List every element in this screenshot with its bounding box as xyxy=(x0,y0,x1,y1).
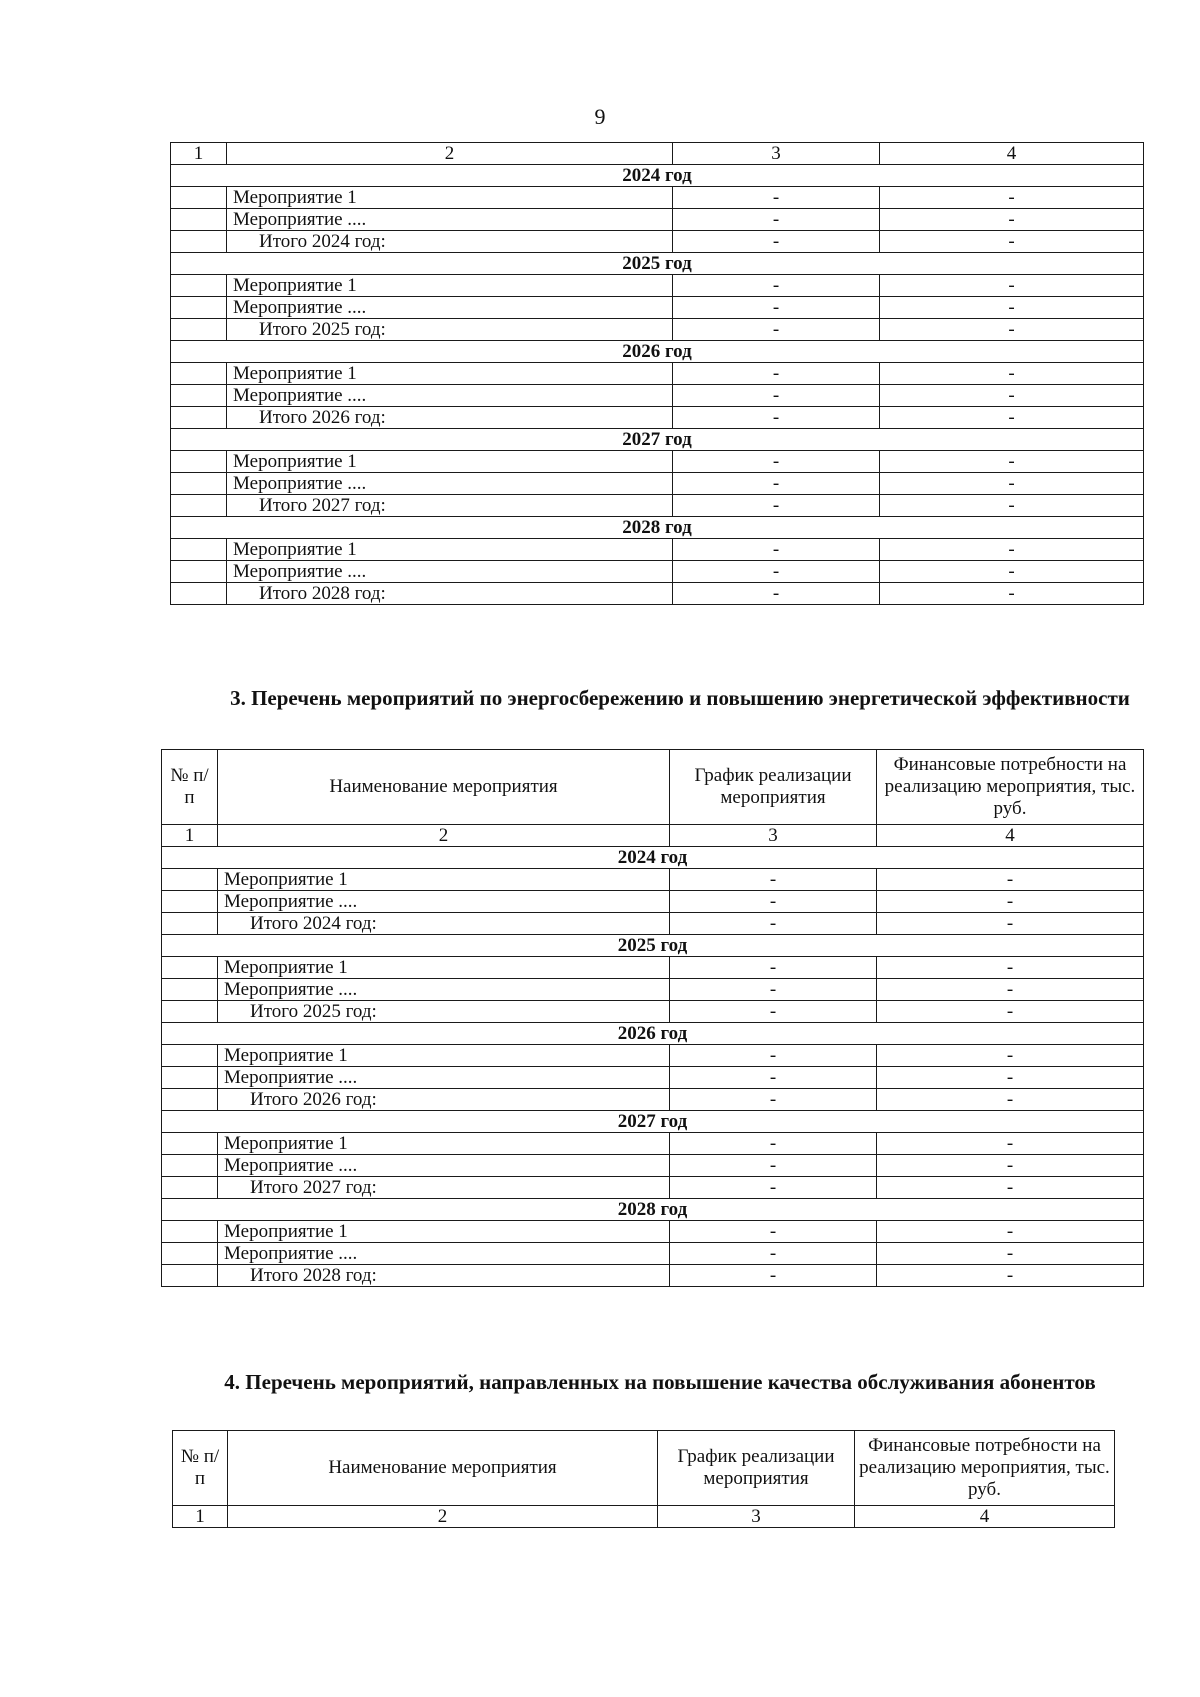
col-number-4: 4 xyxy=(880,143,1144,165)
row-number xyxy=(171,231,227,253)
measure-schedule: - xyxy=(670,1067,877,1089)
measure-schedule: - xyxy=(670,1133,877,1155)
measure-name: Мероприятие .... xyxy=(218,1155,670,1177)
col-number-2: 2 xyxy=(227,143,673,165)
total-label: Итого 2027 год: xyxy=(218,1177,670,1199)
section-3-title: 3. Перечень мероприятий по энергосбережению и повышению энергетической эффективности xyxy=(230,686,1130,710)
table-row xyxy=(171,539,1144,561)
measure-schedule: - xyxy=(673,363,880,385)
table-row xyxy=(171,561,1144,583)
total-row xyxy=(171,583,1144,605)
measure-finance: - xyxy=(877,957,1144,979)
section-3-table xyxy=(161,749,1144,1287)
measure-finance: - xyxy=(877,869,1144,891)
total-row xyxy=(162,1089,1144,1111)
row-number xyxy=(171,297,227,319)
section-4-table xyxy=(172,1430,1115,1528)
total-label: Итого 2027 год: xyxy=(227,495,673,517)
header-num: № п/п xyxy=(162,750,218,825)
total-row xyxy=(171,407,1144,429)
measure-finance: - xyxy=(880,275,1144,297)
table-row xyxy=(162,979,1144,1001)
row-number xyxy=(171,473,227,495)
row-number xyxy=(171,495,227,517)
table-row xyxy=(162,1133,1144,1155)
col-number-3: 3 xyxy=(673,143,880,165)
measure-name: Мероприятие 1 xyxy=(218,869,670,891)
measure-schedule: - xyxy=(673,275,880,297)
year-heading: 2024 год xyxy=(171,165,1144,187)
total-row xyxy=(162,1265,1144,1287)
total-finance: - xyxy=(877,1001,1144,1023)
total-label: Итого 2028 год: xyxy=(218,1265,670,1287)
column-number-row xyxy=(162,825,1144,847)
row-number xyxy=(171,539,227,561)
total-schedule: - xyxy=(670,1177,877,1199)
total-label: Итого 2028 год: xyxy=(227,583,673,605)
measure-name: Мероприятие .... xyxy=(227,561,673,583)
column-number-row xyxy=(173,1506,1115,1528)
table-row xyxy=(171,297,1144,319)
year-heading: 2028 год xyxy=(171,517,1144,539)
measure-name: Мероприятие 1 xyxy=(218,1133,670,1155)
total-row xyxy=(162,1177,1144,1199)
measure-schedule: - xyxy=(670,979,877,1001)
row-number xyxy=(162,1155,218,1177)
total-schedule: - xyxy=(673,583,880,605)
total-schedule: - xyxy=(670,1265,877,1287)
row-number xyxy=(171,209,227,231)
table-row xyxy=(162,1067,1144,1089)
measure-finance: - xyxy=(877,1045,1144,1067)
row-number xyxy=(162,1265,218,1287)
row-number xyxy=(171,319,227,341)
row-number xyxy=(162,869,218,891)
header-finance: Финансовые потребности на реализацию мероприятия, тыс. руб. xyxy=(877,750,1144,825)
total-label: Итого 2025 год: xyxy=(227,319,673,341)
total-finance: - xyxy=(877,1265,1144,1287)
year-heading: 2025 год xyxy=(171,253,1144,275)
measure-name: Мероприятие 1 xyxy=(227,363,673,385)
row-number xyxy=(171,583,227,605)
year-heading: 2027 год xyxy=(162,1111,1144,1133)
measure-finance: - xyxy=(877,1243,1144,1265)
table-row xyxy=(162,1221,1144,1243)
total-schedule: - xyxy=(673,231,880,253)
measure-finance: - xyxy=(877,979,1144,1001)
measure-finance: - xyxy=(880,187,1144,209)
measure-name: Мероприятие 1 xyxy=(227,451,673,473)
total-finance: - xyxy=(880,407,1144,429)
total-schedule: - xyxy=(673,319,880,341)
continued-table-body xyxy=(171,143,1144,605)
page-number: 9 xyxy=(594,104,606,129)
total-label: Итого 2025 год: xyxy=(218,1001,670,1023)
table-row xyxy=(171,363,1144,385)
total-schedule: - xyxy=(673,495,880,517)
row-number xyxy=(162,979,218,1001)
measure-name: Мероприятие .... xyxy=(227,385,673,407)
row-number xyxy=(162,891,218,913)
measure-finance: - xyxy=(880,561,1144,583)
table-row xyxy=(171,385,1144,407)
total-schedule: - xyxy=(670,1001,877,1023)
total-finance: - xyxy=(880,495,1144,517)
total-row xyxy=(162,913,1144,935)
total-finance: - xyxy=(877,1177,1144,1199)
measure-schedule: - xyxy=(673,385,880,407)
total-finance: - xyxy=(880,583,1144,605)
row-number xyxy=(171,363,227,385)
measure-schedule: - xyxy=(670,957,877,979)
row-number xyxy=(171,275,227,297)
row-number xyxy=(162,913,218,935)
measure-finance: - xyxy=(877,1067,1144,1089)
column-number-row xyxy=(171,143,1144,165)
col-number-1: 1 xyxy=(162,825,218,847)
row-number xyxy=(171,187,227,209)
col-number-4: 4 xyxy=(855,1506,1115,1528)
header-name: Наименование мероприятия xyxy=(218,750,670,825)
total-schedule: - xyxy=(670,913,877,935)
total-label: Итого 2024 год: xyxy=(227,231,673,253)
year-row xyxy=(171,165,1144,187)
table-row xyxy=(171,187,1144,209)
header-schedule: График реализации мероприятия xyxy=(670,750,877,825)
table-row xyxy=(171,209,1144,231)
col-number-1: 1 xyxy=(173,1506,228,1528)
col-number-2: 2 xyxy=(228,1506,658,1528)
row-number xyxy=(162,1243,218,1265)
total-label: Итого 2026 год: xyxy=(227,407,673,429)
measure-finance: - xyxy=(880,385,1144,407)
col-number-3: 3 xyxy=(658,1506,855,1528)
year-heading: 2024 год xyxy=(162,847,1144,869)
header-row xyxy=(173,1431,1115,1506)
total-row xyxy=(171,319,1144,341)
row-number xyxy=(162,1177,218,1199)
measure-name: Мероприятие 1 xyxy=(227,539,673,561)
continued-measures-table xyxy=(170,142,1144,605)
year-row xyxy=(162,1023,1144,1045)
measure-name: Мероприятие .... xyxy=(218,891,670,913)
year-heading: 2026 год xyxy=(162,1023,1144,1045)
row-number xyxy=(171,407,227,429)
year-heading: 2026 год xyxy=(171,341,1144,363)
year-row xyxy=(171,253,1144,275)
header-name: Наименование мероприятия xyxy=(228,1431,658,1506)
table-row xyxy=(162,891,1144,913)
measure-schedule: - xyxy=(670,1243,877,1265)
col-number-3: 3 xyxy=(670,825,877,847)
measure-name: Мероприятие 1 xyxy=(227,187,673,209)
measure-schedule: - xyxy=(673,561,880,583)
header-row xyxy=(162,750,1144,825)
measure-finance: - xyxy=(880,209,1144,231)
measure-finance: - xyxy=(880,451,1144,473)
row-number xyxy=(162,1045,218,1067)
measure-schedule: - xyxy=(673,451,880,473)
total-row xyxy=(162,1001,1144,1023)
header-schedule: График реализации мероприятия xyxy=(658,1431,855,1506)
measure-schedule: - xyxy=(670,1155,877,1177)
measure-name: Мероприятие .... xyxy=(227,209,673,231)
measure-finance: - xyxy=(880,297,1144,319)
measure-schedule: - xyxy=(670,891,877,913)
total-finance: - xyxy=(877,1089,1144,1111)
row-number xyxy=(162,1221,218,1243)
measure-name: Мероприятие .... xyxy=(218,979,670,1001)
measure-name: Мероприятие 1 xyxy=(227,275,673,297)
header-finance: Финансовые потребности на реализацию мероприятия, тыс. руб. xyxy=(855,1431,1115,1506)
measure-finance: - xyxy=(880,539,1144,561)
row-number xyxy=(171,561,227,583)
measure-name: Мероприятие .... xyxy=(218,1243,670,1265)
col-number-4: 4 xyxy=(877,825,1144,847)
measure-schedule: - xyxy=(673,209,880,231)
measure-finance: - xyxy=(877,1155,1144,1177)
measure-schedule: - xyxy=(670,1045,877,1067)
year-row xyxy=(162,935,1144,957)
measure-schedule: - xyxy=(670,1221,877,1243)
measure-name: Мероприятие 1 xyxy=(218,1045,670,1067)
row-number xyxy=(162,1067,218,1089)
table-row xyxy=(162,1155,1144,1177)
row-number xyxy=(171,451,227,473)
row-number xyxy=(162,1001,218,1023)
measure-schedule: - xyxy=(673,297,880,319)
measure-finance: - xyxy=(880,473,1144,495)
total-label: Итого 2026 год: xyxy=(218,1089,670,1111)
row-number xyxy=(162,1089,218,1111)
measure-schedule: - xyxy=(673,473,880,495)
total-finance: - xyxy=(880,231,1144,253)
measure-finance: - xyxy=(877,1221,1144,1243)
year-row xyxy=(162,1111,1144,1133)
table-row xyxy=(171,473,1144,495)
row-number xyxy=(162,957,218,979)
row-number xyxy=(171,385,227,407)
year-row xyxy=(162,1199,1144,1221)
section-4-title: 4. Перечень мероприятий, направленных на повышение качества обслуживания абонентов xyxy=(224,1370,1096,1394)
total-row xyxy=(171,231,1144,253)
measure-schedule: - xyxy=(670,869,877,891)
measure-finance: - xyxy=(877,891,1144,913)
table-row xyxy=(162,1045,1144,1067)
table-row xyxy=(162,957,1144,979)
total-schedule: - xyxy=(673,407,880,429)
total-finance: - xyxy=(877,913,1144,935)
measure-schedule: - xyxy=(673,187,880,209)
year-row xyxy=(171,517,1144,539)
measure-schedule: - xyxy=(673,539,880,561)
total-label: Итого 2024 год: xyxy=(218,913,670,935)
section-3-table-body xyxy=(162,750,1144,1287)
col-number-1: 1 xyxy=(171,143,227,165)
total-row xyxy=(171,495,1144,517)
measure-finance: - xyxy=(880,363,1144,385)
measure-name: Мероприятие 1 xyxy=(218,1221,670,1243)
table-row xyxy=(171,451,1144,473)
year-heading: 2028 год xyxy=(162,1199,1144,1221)
year-heading: 2027 год xyxy=(171,429,1144,451)
year-row xyxy=(162,847,1144,869)
col-number-2: 2 xyxy=(218,825,670,847)
header-num: № п/п xyxy=(173,1431,228,1506)
table-row xyxy=(171,275,1144,297)
year-row xyxy=(171,341,1144,363)
measure-name: Мероприятие .... xyxy=(227,297,673,319)
table-row xyxy=(162,869,1144,891)
total-finance: - xyxy=(880,319,1144,341)
measure-finance: - xyxy=(877,1133,1144,1155)
measure-name: Мероприятие 1 xyxy=(218,957,670,979)
measure-name: Мероприятие .... xyxy=(227,473,673,495)
row-number xyxy=(162,1133,218,1155)
year-heading: 2025 год xyxy=(162,935,1144,957)
table-row xyxy=(162,1243,1144,1265)
year-row xyxy=(171,429,1144,451)
measure-name: Мероприятие .... xyxy=(218,1067,670,1089)
total-schedule: - xyxy=(670,1089,877,1111)
